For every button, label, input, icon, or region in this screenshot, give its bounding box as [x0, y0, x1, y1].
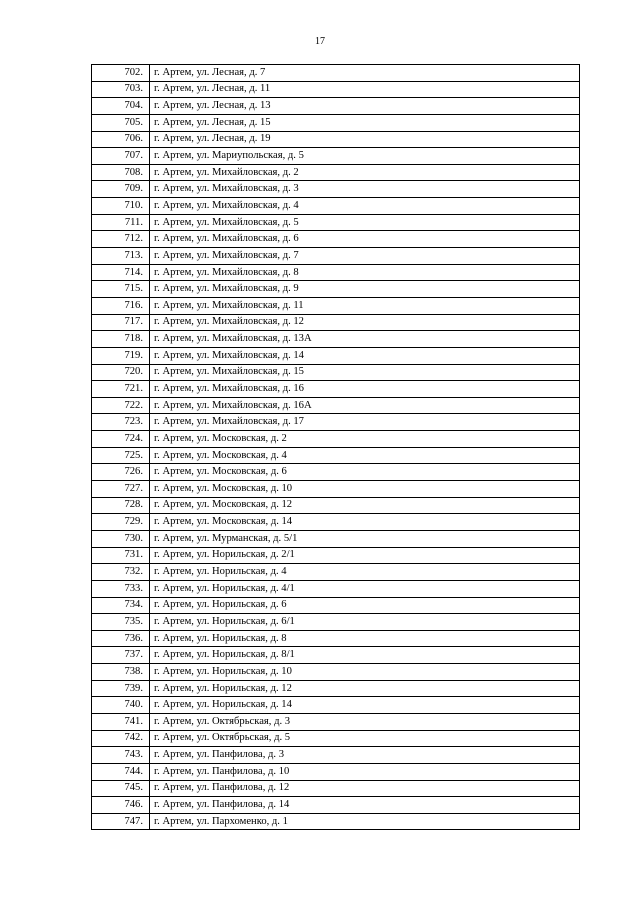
row-number: 741.: [92, 713, 150, 730]
row-address: г. Артем, ул. Норильская, д. 8/1: [150, 647, 580, 664]
row-address: г. Артем, ул. Норильская, д. 8: [150, 630, 580, 647]
table-row: [92, 664, 580, 681]
row-address: г. Артем, ул. Панфилова, д. 14: [150, 797, 580, 814]
row-address: г. Артем, ул. Московская, д. 4: [150, 447, 580, 464]
table-row: [92, 65, 580, 82]
table-row: [92, 148, 580, 165]
table-row: [92, 530, 580, 547]
row-address: г. Артем, ул. Панфилова, д. 12: [150, 780, 580, 797]
row-number: 747.: [92, 813, 150, 830]
row-number: 744.: [92, 763, 150, 780]
row-address: г. Артем, ул. Лесная, д. 15: [150, 114, 580, 131]
row-address: г. Артем, ул. Норильская, д. 6/1: [150, 614, 580, 631]
row-address: г. Артем, ул. Норильская, д. 10: [150, 664, 580, 681]
row-number: 743.: [92, 747, 150, 764]
row-address: г. Артем, ул. Московская, д. 2: [150, 431, 580, 448]
row-number: 707.: [92, 148, 150, 165]
table-row: [92, 813, 580, 830]
row-address: г. Артем, ул. Октябрьская, д. 5: [150, 730, 580, 747]
address-table: [91, 64, 580, 830]
table-row: [92, 564, 580, 581]
row-address: г. Артем, ул. Мариупольская, д. 5: [150, 148, 580, 165]
table-row: [92, 248, 580, 265]
row-number: 740.: [92, 697, 150, 714]
table-row: [92, 580, 580, 597]
row-address: г. Артем, ул. Московская, д. 10: [150, 481, 580, 498]
row-number: 733.: [92, 580, 150, 597]
row-address: г. Артем, ул. Пархоменко, д. 1: [150, 813, 580, 830]
row-address: г. Артем, ул. Михайловская, д. 16А: [150, 397, 580, 414]
table-row: [92, 630, 580, 647]
row-address: г. Артем, ул. Норильская, д. 2/1: [150, 547, 580, 564]
table-row: [92, 331, 580, 348]
table-row: [92, 597, 580, 614]
row-address: г. Артем, ул. Лесная, д. 13: [150, 98, 580, 115]
row-number: 723.: [92, 414, 150, 431]
row-number: 722.: [92, 397, 150, 414]
row-number: 709.: [92, 181, 150, 198]
row-address: г. Артем, ул. Московская, д. 14: [150, 514, 580, 531]
row-number: 724.: [92, 431, 150, 448]
row-number: 712.: [92, 231, 150, 248]
table-row: [92, 763, 580, 780]
row-number: 719.: [92, 347, 150, 364]
row-number: 715.: [92, 281, 150, 298]
row-number: 702.: [92, 65, 150, 82]
table-row: [92, 713, 580, 730]
table-row: [92, 780, 580, 797]
row-address: г. Артем, ул. Норильская, д. 12: [150, 680, 580, 697]
row-number: 720.: [92, 364, 150, 381]
row-address: г. Артем, ул. Михайловская, д. 14: [150, 347, 580, 364]
table-row: [92, 680, 580, 697]
table-row: [92, 414, 580, 431]
table-row: [92, 181, 580, 198]
row-number: 725.: [92, 447, 150, 464]
row-address: г. Артем, ул. Панфилова, д. 10: [150, 763, 580, 780]
row-number: 739.: [92, 680, 150, 697]
table-row: [92, 481, 580, 498]
table-row: [92, 214, 580, 231]
row-number: 737.: [92, 647, 150, 664]
page-number: 17: [315, 36, 325, 47]
row-address: г. Артем, ул. Михайловская, д. 15: [150, 364, 580, 381]
row-number: 705.: [92, 114, 150, 131]
table-row: [92, 797, 580, 814]
table-row: [92, 381, 580, 398]
row-address: г. Артем, ул. Михайловская, д. 12: [150, 314, 580, 331]
row-number: 746.: [92, 797, 150, 814]
row-address: г. Артем, ул. Лесная, д. 7: [150, 65, 580, 82]
table-row: [92, 647, 580, 664]
table-row: [92, 114, 580, 131]
table-row: [92, 497, 580, 514]
row-address: г. Артем, ул. Михайловская, д. 9: [150, 281, 580, 298]
row-address: г. Артем, ул. Михайловская, д. 3: [150, 181, 580, 198]
row-number: 727.: [92, 481, 150, 498]
table-row: [92, 431, 580, 448]
table-row: [92, 81, 580, 98]
row-number: 736.: [92, 630, 150, 647]
table-row: [92, 264, 580, 281]
row-address: г. Артем, ул. Норильская, д. 4: [150, 564, 580, 581]
row-number: 728.: [92, 497, 150, 514]
row-address: г. Артем, ул. Михайловская, д. 6: [150, 231, 580, 248]
table-row: [92, 730, 580, 747]
table-row: [92, 164, 580, 181]
row-address: г. Артем, ул. Норильская, д. 4/1: [150, 580, 580, 597]
row-address: г. Артем, ул. Норильская, д. 14: [150, 697, 580, 714]
row-address: г. Артем, ул. Михайловская, д. 4: [150, 198, 580, 215]
row-number: 717.: [92, 314, 150, 331]
table-row: [92, 447, 580, 464]
row-address: г. Артем, ул. Михайловская, д. 7: [150, 248, 580, 265]
row-number: 731.: [92, 547, 150, 564]
table-row: [92, 347, 580, 364]
row-address: г. Артем, ул. Лесная, д. 19: [150, 131, 580, 148]
row-number: 730.: [92, 530, 150, 547]
row-address: г. Артем, ул. Мурманская, д. 5/1: [150, 530, 580, 547]
row-address: г. Артем, ул. Михайловская, д. 2: [150, 164, 580, 181]
row-number: 729.: [92, 514, 150, 531]
row-address: г. Артем, ул. Михайловская, д. 5: [150, 214, 580, 231]
row-number: 745.: [92, 780, 150, 797]
row-number: 726.: [92, 464, 150, 481]
row-number: 718.: [92, 331, 150, 348]
row-address: г. Артем, ул. Михайловская, д. 8: [150, 264, 580, 281]
table-row: [92, 547, 580, 564]
row-address: г. Артем, ул. Лесная, д. 11: [150, 81, 580, 98]
table-row: [92, 198, 580, 215]
row-number: 703.: [92, 81, 150, 98]
row-number: 734.: [92, 597, 150, 614]
table-row: [92, 297, 580, 314]
table-row: [92, 231, 580, 248]
table-row: [92, 697, 580, 714]
row-number: 738.: [92, 664, 150, 681]
row-address: г. Артем, ул. Михайловская, д. 11: [150, 297, 580, 314]
row-number: 714.: [92, 264, 150, 281]
table-row: [92, 464, 580, 481]
table-row: [92, 131, 580, 148]
row-number: 713.: [92, 248, 150, 265]
row-address: г. Артем, ул. Михайловская, д. 16: [150, 381, 580, 398]
row-number: 735.: [92, 614, 150, 631]
address-table-body: [92, 65, 580, 830]
row-number: 742.: [92, 730, 150, 747]
row-address: г. Артем, ул. Московская, д. 6: [150, 464, 580, 481]
table-row: [92, 98, 580, 115]
row-number: 732.: [92, 564, 150, 581]
row-address: г. Артем, ул. Московская, д. 12: [150, 497, 580, 514]
row-address: г. Артем, ул. Норильская, д. 6: [150, 597, 580, 614]
table-row: [92, 281, 580, 298]
table-row: [92, 364, 580, 381]
table-row: [92, 314, 580, 331]
row-address: г. Артем, ул. Октябрьская, д. 3: [150, 713, 580, 730]
table-row: [92, 397, 580, 414]
row-number: 708.: [92, 164, 150, 181]
row-number: 710.: [92, 198, 150, 215]
row-address: г. Артем, ул. Панфилова, д. 3: [150, 747, 580, 764]
row-number: 721.: [92, 381, 150, 398]
row-number: 706.: [92, 131, 150, 148]
row-number: 711.: [92, 214, 150, 231]
row-number: 704.: [92, 98, 150, 115]
row-address: г. Артем, ул. Михайловская, д. 13А: [150, 331, 580, 348]
table-row: [92, 514, 580, 531]
table-row: [92, 614, 580, 631]
row-number: 716.: [92, 297, 150, 314]
row-address: г. Артем, ул. Михайловская, д. 17: [150, 414, 580, 431]
table-row: [92, 747, 580, 764]
